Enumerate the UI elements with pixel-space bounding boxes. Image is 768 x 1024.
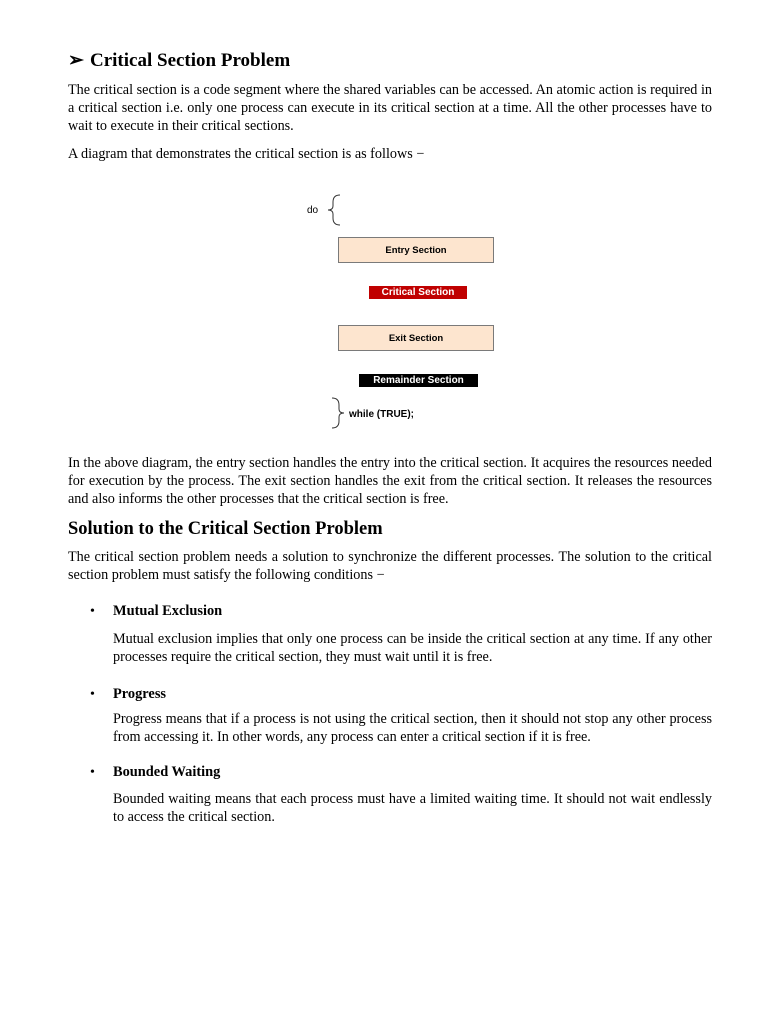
section-title: Critical Section Problem	[90, 50, 291, 71]
remainder-section-label: Remainder Section	[359, 374, 478, 387]
arrow-bullet-icon: ➢	[68, 50, 84, 71]
entry-section-box: Entry Section	[338, 237, 494, 263]
condition-text: Mutual exclusion implies that only one process can be inside the critical section at any time. If any other processes require the critical section, they must wait until it is free.	[113, 631, 712, 665]
condition-title: Bounded Waiting	[113, 764, 221, 780]
intro-paragraph: The critical section is a code segment where the shared variables can be accessed. An atomic action is required in a critical section i.e. only one process can execute in its critical section at a time. All the other processes have to wait to execute in their critical sections.	[68, 82, 712, 134]
condition-text: Bounded waiting means that each process must have a limited waiting time. It should not wait endlessly to access the critical section.	[113, 791, 712, 825]
exit-section-box: Exit Section	[338, 325, 494, 351]
critical-section-label: Critical Section	[369, 286, 467, 299]
solution-intro-paragraph: The critical section problem needs a solution to synchronize the different processes. The solution to the critical section problem must satisfy the following conditions −	[68, 549, 712, 583]
while-label: while (TRUE);	[349, 409, 414, 420]
bullet-icon: •	[90, 604, 95, 619]
close-brace-icon	[328, 396, 348, 430]
solution-heading: Solution to the Critical Section Problem	[68, 519, 383, 539]
condition-title: Mutual Exclusion	[113, 603, 223, 619]
explanation-paragraph: In the above diagram, the entry section handles the entry into the critical section. It acquires the resources needed for execution by the process. The exit section handles the exit from the critical section. It releases the resources and also informs the other processes that the critical section is free.	[68, 455, 712, 507]
open-brace-icon	[324, 193, 344, 227]
do-label: do	[307, 205, 319, 216]
condition-title: Progress	[113, 686, 167, 702]
bullet-icon: •	[90, 687, 95, 702]
condition-text: Progress means that if a process is not using the critical section, then it should not stop any other process from accessing it. In other words, any process can enter a critical section if it is free.	[113, 711, 712, 745]
diagram-intro-paragraph: A diagram that demonstrates the critical section is as follows −	[68, 146, 425, 162]
section-heading	[68, 50, 290, 72]
bullet-icon: •	[90, 765, 95, 780]
